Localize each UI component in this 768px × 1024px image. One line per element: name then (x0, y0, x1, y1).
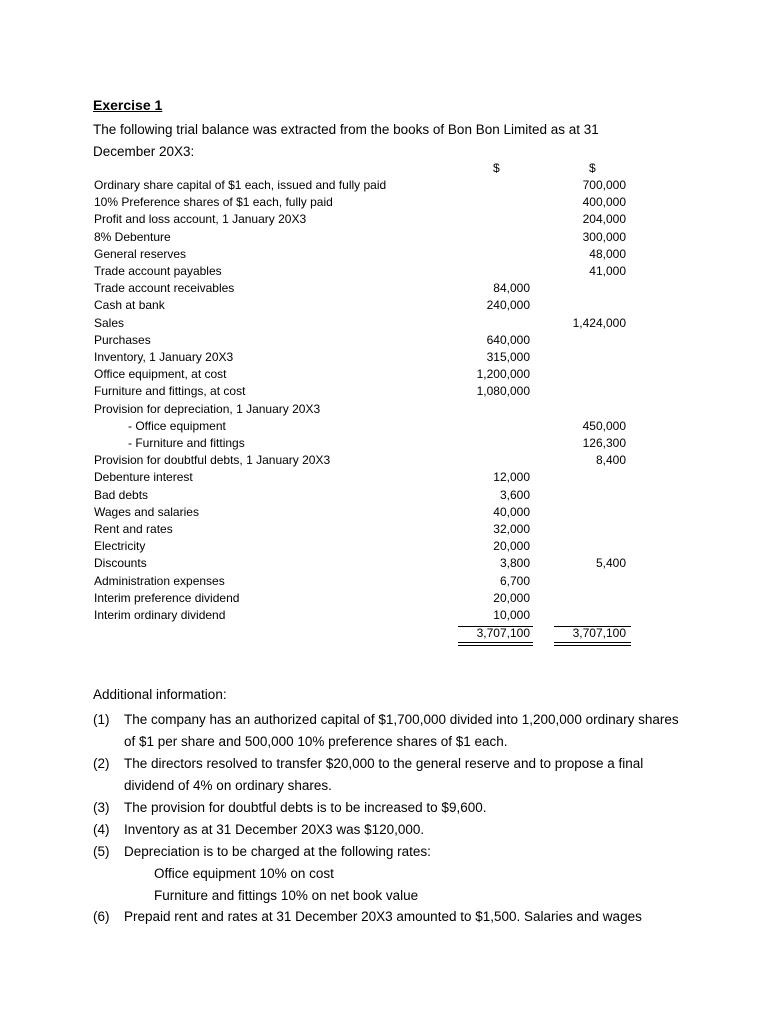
table-row (94, 452, 634, 469)
credit-value: 450,000 (582, 418, 626, 433)
table-row (94, 263, 634, 280)
table-row (94, 555, 634, 572)
row-label: Provision for depreciation, 1 January 20X3 (94, 401, 321, 416)
row-label: Bad debts (94, 487, 149, 502)
credit-double-underline (554, 642, 631, 646)
table-row (94, 383, 634, 400)
table-row (94, 573, 634, 590)
row-label: Furniture and fittings, at cost (94, 384, 246, 399)
row-label: Profit and loss account, 1 January 20X3 (94, 212, 307, 227)
credit-value: 41,000 (589, 264, 626, 278)
additional-info-heading: Additional information: (93, 687, 227, 702)
debit-value: 315,000 (486, 350, 530, 364)
row-label: Administration expenses (94, 573, 225, 588)
table-row (94, 194, 634, 211)
depreciation-rate-office: Office equipment 10% on cost (154, 866, 334, 881)
debit-value: 3,800 (499, 556, 530, 571)
row-label: General reserves (94, 246, 187, 261)
row-label: Rent and rates (94, 522, 173, 536)
row-label: Interim ordinary dividend (94, 608, 226, 622)
table-row (94, 297, 634, 314)
row-label: 10% Preference shares of $1 each, fully paid (94, 195, 333, 210)
table-row (94, 366, 634, 383)
debit-value: 84,000 (493, 281, 530, 296)
credit-value: 48,000 (589, 246, 626, 261)
row-label: Wages and salaries (94, 504, 199, 519)
table-row (94, 538, 634, 555)
note-item (93, 841, 683, 863)
row-label: 8% Debenture (94, 229, 171, 244)
note-text: The directors resolved to transfer $20,000 to the general reserve and to propose a final dividend of 4% on ordinary shares. (124, 756, 644, 793)
debit-total: 3,707,100 (476, 626, 530, 640)
row-label: - Office equipment (128, 418, 226, 433)
debit-value: 12,000 (493, 470, 530, 485)
table-row (94, 487, 634, 504)
debit-value: 20,000 (493, 590, 530, 605)
row-label: Trade account receivables (94, 281, 235, 296)
table-row (94, 521, 634, 538)
table-row (94, 469, 634, 486)
credit-value: 300,000 (582, 229, 626, 244)
row-label: Electricity (94, 539, 146, 554)
row-label: Office equipment, at cost (94, 367, 227, 382)
intro-paragraph: The following trial balance was extracted from the books of Bon Bon Limited as at 31 December 20X3: (93, 122, 599, 159)
row-label: Cash at bank (94, 298, 165, 313)
debit-value: 32,000 (493, 522, 530, 536)
credit-column-header: $ (589, 161, 596, 175)
row-label: Trade account payables (94, 264, 222, 278)
row-label: Ordinary share capital of $1 each, issued and fully paid (94, 178, 387, 192)
debit-value: 1,080,000 (476, 384, 530, 399)
table-row (94, 332, 634, 349)
table-row (94, 504, 634, 521)
note-number: (4) (93, 822, 110, 837)
row-label: - Furniture and fittings (128, 436, 245, 450)
note-item (93, 906, 683, 928)
row-label: Interim preference dividend (94, 590, 240, 605)
debit-value: 6,700 (499, 573, 530, 588)
table-row (94, 418, 634, 435)
table-row (94, 435, 634, 452)
note-item (93, 819, 683, 841)
credit-value: 126,300 (582, 436, 626, 450)
table-row (94, 590, 634, 607)
table-row (94, 349, 634, 366)
table-row (94, 401, 634, 418)
credit-value: 1,424,000 (572, 315, 626, 330)
exercise-title: Exercise 1 (93, 97, 163, 113)
debit-value: 240,000 (486, 298, 530, 313)
table-row (94, 315, 634, 332)
credit-value: 8,400 (595, 453, 626, 468)
credit-value: 5,400 (595, 556, 626, 571)
note-text: Depreciation is to be charged at the following rates: (124, 844, 431, 859)
table-row (94, 211, 634, 228)
note-item (93, 797, 683, 819)
depreciation-rate-furniture: Furniture and fittings 10% on net book value (154, 888, 419, 903)
debit-value: 40,000 (493, 504, 530, 519)
table-row (94, 229, 634, 246)
note-number: (1) (93, 712, 110, 727)
credit-value: 204,000 (582, 212, 626, 227)
note-text: Prepaid rent and rates at 31 December 20X3 amounted to $1,500. Salaries and wages (124, 909, 642, 924)
credit-value: 400,000 (582, 195, 626, 210)
row-label: Discounts (94, 556, 147, 571)
debit-column-header: $ (493, 161, 500, 175)
note-number: (2) (93, 756, 110, 771)
row-label: Provision for doubtful debts, 1 January 20X3 (94, 453, 331, 468)
table-row (94, 177, 634, 194)
note-text: Inventory as at 31 December 20X3 was $120,000. (124, 822, 425, 837)
note-number: (6) (93, 909, 110, 924)
row-label: Inventory, 1 January 20X3 (94, 350, 234, 364)
note-item (93, 709, 683, 753)
debit-value: 10,000 (493, 608, 530, 622)
debit-value: 1,200,000 (476, 367, 530, 382)
note-number: (5) (93, 844, 110, 859)
table-row (94, 280, 634, 297)
note-text: The provision for doubtful debts is to be increased to $9,600. (124, 800, 487, 815)
credit-value: 700,000 (582, 178, 626, 192)
table-row (94, 607, 634, 624)
row-label: Sales (94, 315, 125, 330)
note-item (93, 753, 683, 797)
debit-value: 3,600 (499, 487, 530, 502)
debit-value: 20,000 (493, 539, 530, 554)
credit-total: 3,707,100 (572, 626, 626, 640)
row-label: Debenture interest (94, 470, 193, 485)
note-number: (3) (93, 800, 110, 815)
debit-value: 640,000 (486, 332, 530, 347)
debit-double-underline (458, 642, 533, 646)
table-row (94, 246, 634, 263)
note-text: The company has an authorized capital of $1,700,000 divided into 1,200,000 ordinary shares of $1 per share and 500,000 10% preference shares of $1 each. (124, 712, 679, 749)
row-label: Purchases (94, 332, 151, 347)
